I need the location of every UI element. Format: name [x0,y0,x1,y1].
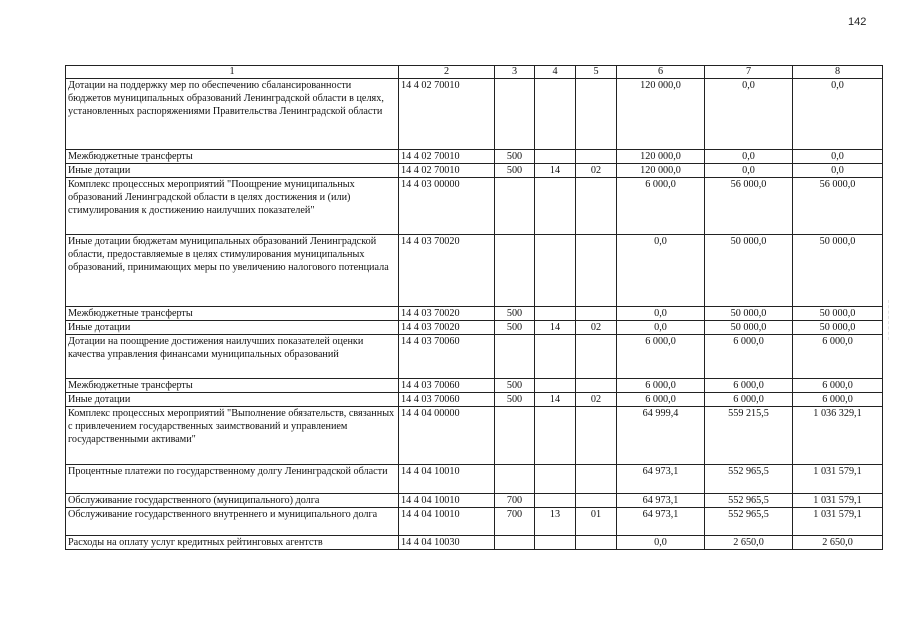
amount-cell: 6 000,0 [793,379,883,393]
section-cell [535,379,576,393]
row-name-cell: Обслуживание государственного внутреннего и муниципального долга [66,508,399,536]
amount-cell: 6 000,0 [793,393,883,407]
section-cell [535,407,576,465]
subsection-cell: 02 [576,321,617,335]
expense-type-cell [495,335,535,379]
row-name-cell: Межбюджетные трансферты [66,307,399,321]
row-name-cell: Комплекс процессных мероприятий "Выполнение обязательств, связанных с привлечением государственных заимствований и управлением государственными активами" [66,407,399,465]
section-cell [535,465,576,494]
amount-cell: 0,0 [705,150,793,164]
amount-cell: 559 215,5 [705,407,793,465]
section-cell [535,307,576,321]
expense-type-cell: 500 [495,393,535,407]
table-row [66,321,883,335]
expense-type-cell: 700 [495,494,535,508]
expense-type-cell: 500 [495,164,535,178]
amount-cell: 1 031 579,1 [793,465,883,494]
row-name-cell: Дотации на поощрение достижения наилучших показателей оценки качества управления финансами муниципальных образований [66,335,399,379]
column-header: 2 [399,66,495,79]
amount-cell: 0,0 [793,164,883,178]
column-header: 6 [617,66,705,79]
table-body [66,66,883,550]
row-name-cell: Обслуживание государственного (муниципального) долга [66,494,399,508]
table-row [66,393,883,407]
column-header: 5 [576,66,617,79]
amount-cell: 50 000,0 [705,321,793,335]
expense-type-cell: 500 [495,379,535,393]
amount-cell: 552 965,5 [705,465,793,494]
section-cell [535,335,576,379]
code-cell: 14 4 03 70020 [399,321,495,335]
expense-type-cell [495,407,535,465]
amount-cell: 0,0 [617,536,705,550]
subsection-cell [576,465,617,494]
amount-cell: 56 000,0 [705,178,793,235]
table-row [66,508,883,536]
row-name-cell: Процентные платежи по государственному долгу Ленинградской области [66,465,399,494]
code-cell: 14 4 04 10030 [399,536,495,550]
code-cell: 14 4 04 10010 [399,508,495,536]
section-cell: 14 [535,321,576,335]
amount-cell: 120 000,0 [617,164,705,178]
table-row [66,150,883,164]
amount-cell: 6 000,0 [617,393,705,407]
page-number: 142 [848,16,867,28]
expense-type-cell: 500 [495,321,535,335]
row-name-cell: Иные дотации бюджетам муниципальных образований Ленинградской области, предоставляемые в целях стимулирования муниципальных образований, принимающих меры по увеличению налогового потенциала [66,235,399,307]
subsection-cell [576,335,617,379]
subsection-cell: 01 [576,508,617,536]
amount-cell: 56 000,0 [793,178,883,235]
amount-cell: 0,0 [617,321,705,335]
budget-table [65,65,883,550]
subsection-cell [576,79,617,150]
column-number-row [66,66,883,79]
scan-edge-mark [888,300,903,340]
amount-cell: 6 000,0 [705,335,793,379]
expense-type-cell: 500 [495,307,535,321]
expense-type-cell [495,79,535,150]
amount-cell: 64 999,4 [617,407,705,465]
amount-cell: 2 650,0 [793,536,883,550]
code-cell: 14 4 02 70010 [399,79,495,150]
row-name-cell: Комплекс процессных мероприятий "Поощрение муниципальных образований Ленинградской области в целях достижения и (или) стимулирования к достижению наилучших показателей" [66,178,399,235]
amount-cell: 0,0 [793,79,883,150]
expense-type-cell [495,178,535,235]
amount-cell: 120 000,0 [617,150,705,164]
section-cell [535,178,576,235]
amount-cell: 6 000,0 [705,379,793,393]
row-name-cell: Иные дотации [66,321,399,335]
amount-cell: 0,0 [793,150,883,164]
subsection-cell [576,178,617,235]
section-cell [535,79,576,150]
subsection-cell: 02 [576,393,617,407]
code-cell: 14 4 03 70060 [399,335,495,379]
amount-cell: 6 000,0 [617,178,705,235]
code-cell: 14 4 03 70060 [399,379,495,393]
amount-cell: 50 000,0 [793,307,883,321]
table-row [66,335,883,379]
subsection-cell [576,379,617,393]
expense-type-cell: 500 [495,150,535,164]
amount-cell: 1 031 579,1 [793,508,883,536]
amount-cell: 1 036 329,1 [793,407,883,465]
row-name-cell: Иные дотации [66,393,399,407]
table-row [66,178,883,235]
code-cell: 14 4 04 10010 [399,494,495,508]
table-row [66,494,883,508]
column-header: 4 [535,66,576,79]
column-header: 1 [66,66,399,79]
amount-cell: 120 000,0 [617,79,705,150]
expense-type-cell [495,465,535,494]
section-cell: 14 [535,164,576,178]
section-cell [535,235,576,307]
subsection-cell [576,494,617,508]
amount-cell: 6 000,0 [617,379,705,393]
subsection-cell [576,536,617,550]
table-row [66,235,883,307]
section-cell: 14 [535,393,576,407]
row-name-cell: Межбюджетные трансферты [66,379,399,393]
amount-cell: 0,0 [617,307,705,321]
amount-cell: 64 973,1 [617,465,705,494]
amount-cell: 64 973,1 [617,494,705,508]
row-name-cell: Межбюджетные трансферты [66,150,399,164]
amount-cell: 6 000,0 [705,393,793,407]
code-cell: 14 4 03 00000 [399,178,495,235]
code-cell: 14 4 03 70060 [399,393,495,407]
row-name-cell: Расходы на оплату услуг кредитных рейтинговых агентств [66,536,399,550]
amount-cell: 552 965,5 [705,508,793,536]
amount-cell: 0,0 [705,164,793,178]
section-cell [535,494,576,508]
subsection-cell [576,150,617,164]
amount-cell: 2 650,0 [705,536,793,550]
amount-cell: 0,0 [705,79,793,150]
subsection-cell [576,235,617,307]
expense-type-cell [495,235,535,307]
code-cell: 14 4 02 70010 [399,150,495,164]
subsection-cell [576,307,617,321]
section-cell: 13 [535,508,576,536]
amount-cell: 6 000,0 [793,335,883,379]
amount-cell: 50 000,0 [705,307,793,321]
amount-cell: 50 000,0 [793,321,883,335]
section-cell [535,150,576,164]
code-cell: 14 4 02 70010 [399,164,495,178]
amount-cell: 552 965,5 [705,494,793,508]
table-row [66,407,883,465]
table-row [66,379,883,393]
amount-cell: 6 000,0 [617,335,705,379]
amount-cell: 0,0 [617,235,705,307]
code-cell: 14 4 04 00000 [399,407,495,465]
amount-cell: 1 031 579,1 [793,494,883,508]
expense-type-cell: 700 [495,508,535,536]
code-cell: 14 4 04 10010 [399,465,495,494]
table-row [66,164,883,178]
row-name-cell: Иные дотации [66,164,399,178]
table-row [66,536,883,550]
code-cell: 14 4 03 70020 [399,235,495,307]
table-row [66,465,883,494]
expense-type-cell [495,536,535,550]
table-row [66,79,883,150]
section-cell [535,536,576,550]
table-row [66,307,883,321]
amount-cell: 50 000,0 [793,235,883,307]
column-header: 8 [793,66,883,79]
column-header: 3 [495,66,535,79]
subsection-cell [576,407,617,465]
subsection-cell: 02 [576,164,617,178]
amount-cell: 50 000,0 [705,235,793,307]
column-header: 7 [705,66,793,79]
amount-cell: 64 973,1 [617,508,705,536]
row-name-cell: Дотации на поддержку мер по обеспечению сбалансированности бюджетов муниципальных образований Ленинградской области в целях, установленных распоряжениями Правительства Ленинградской области [66,79,399,150]
code-cell: 14 4 03 70020 [399,307,495,321]
